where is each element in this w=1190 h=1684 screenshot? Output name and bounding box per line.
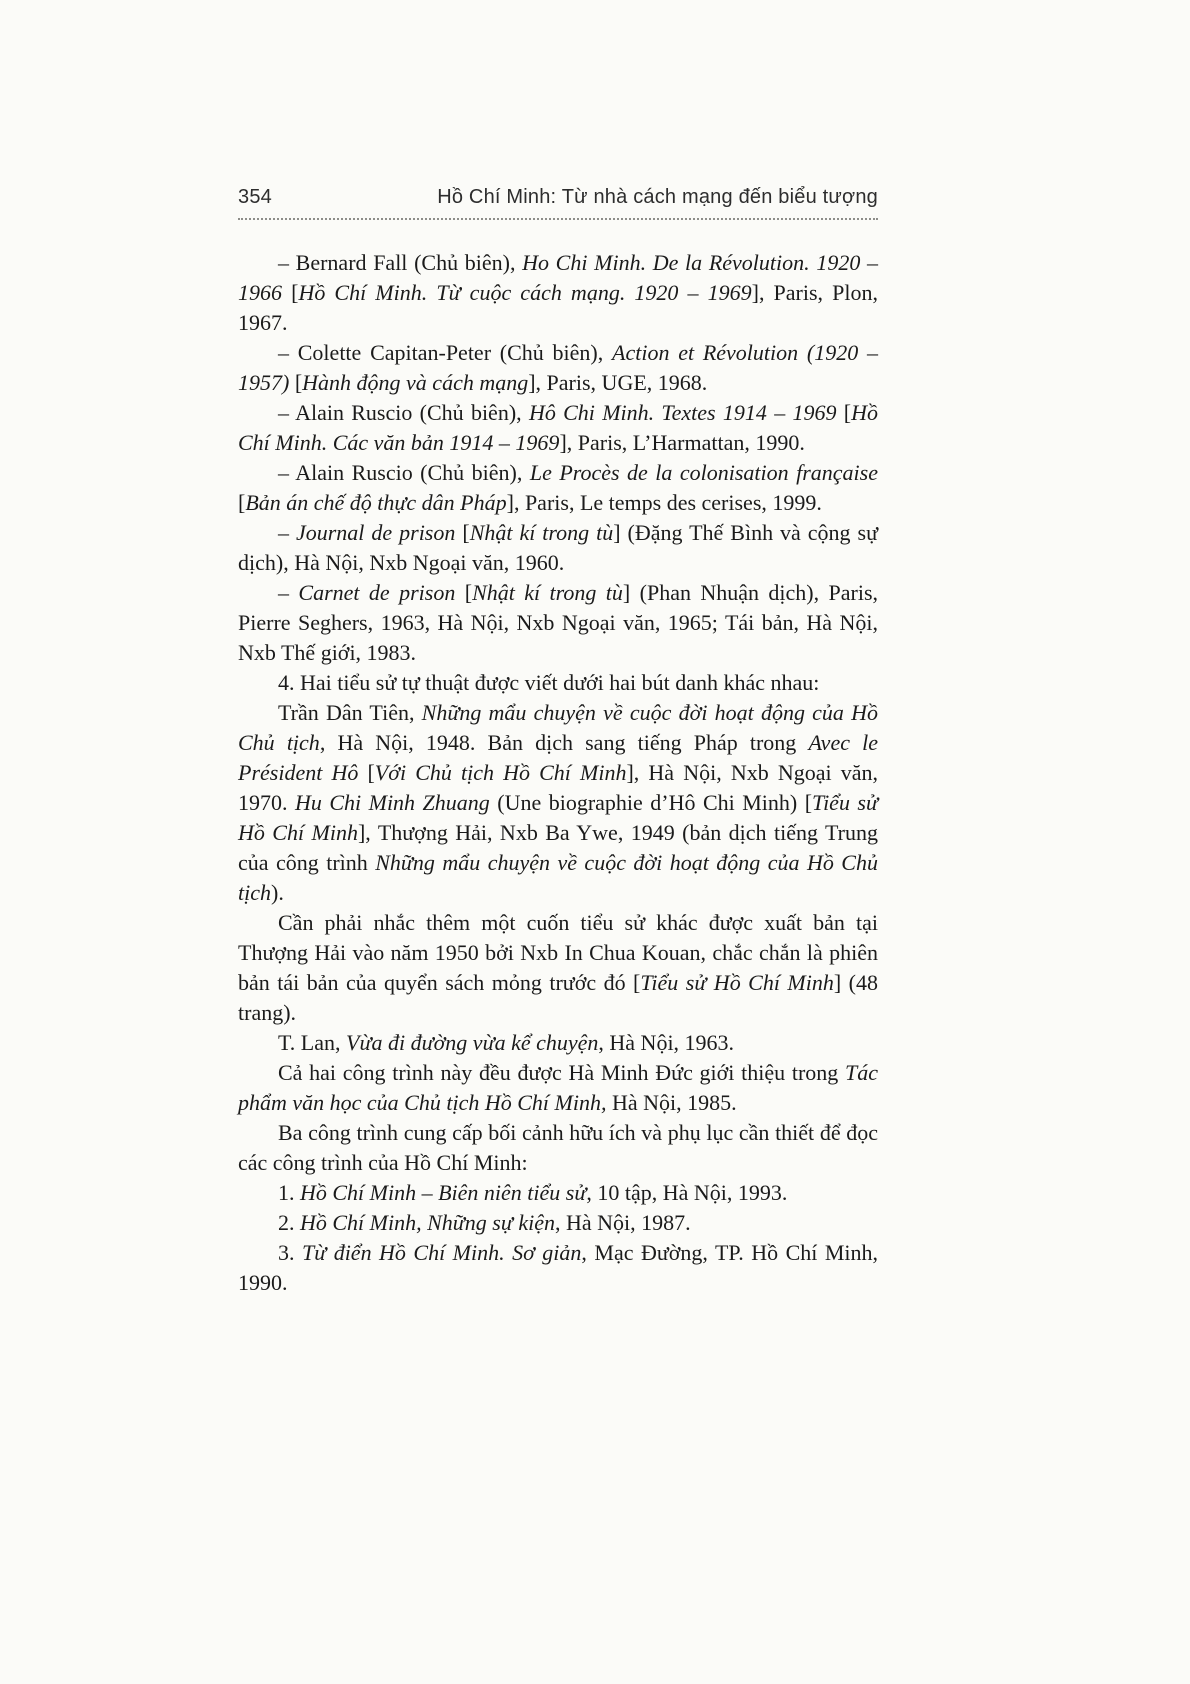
text-run: ], Thượng Hải, Nxb Ba Ywe, 1949 (bản dịch tiếng Trung của công trình xyxy=(238,820,878,875)
italic-text-run: Le Procès de la colonisation française xyxy=(529,460,878,485)
italic-text-run: Nhật kí trong tù xyxy=(472,580,623,605)
paragraph xyxy=(238,578,878,668)
italic-text-run: Hu Chi Minh Zhuang xyxy=(294,790,490,815)
text-run: Ba công trình cung cấp bối cảnh hữu ích và phụ lục cần thiết để đọc các công trình của Hồ Chí Minh: xyxy=(238,1120,878,1175)
text-run: [ xyxy=(358,760,375,785)
italic-text-run: Những mẩu chuyện về cuộc đời hoạt động của Hồ Chủ tịch xyxy=(238,700,878,755)
text-run: [ xyxy=(282,280,299,305)
italic-text-run: Nhật kí trong tù xyxy=(469,520,614,545)
paragraph xyxy=(238,1178,878,1208)
italic-text-run: Hồ Chí Minh – Biên niên tiểu sử xyxy=(300,1180,587,1205)
text-run: ] (48 trang). xyxy=(238,970,879,1025)
paragraph xyxy=(238,1058,878,1118)
text-run: – Alain Ruscio (Chủ biên), xyxy=(278,400,529,425)
text-run: , Mạc Đường, TP. Hồ Chí Minh, 1990. xyxy=(238,1240,878,1295)
text-run: Trần Dân Tiên, xyxy=(278,700,422,725)
text-run: ], Hà Nội, Nxb Ngoại văn, 1970. xyxy=(238,760,878,815)
paragraph xyxy=(238,668,878,698)
italic-text-run: Vừa đi đường vừa kể chuyện xyxy=(346,1030,599,1055)
italic-text-run: Tác phẩm văn học của Chủ tịch Hồ Chí Minh, xyxy=(238,1060,878,1115)
text-run: [ xyxy=(455,520,470,545)
italic-text-run: Avec le Président Hô xyxy=(238,730,878,785)
text-run: (Une biographie d’Hô Chi Minh) [ xyxy=(489,790,813,815)
italic-text-run: Hồ Chí Minh. Từ cuộc cách mạng. 1920 – 1969 xyxy=(298,280,752,305)
text-run: ). xyxy=(271,880,284,905)
text-run: , 10 tập, Hà Nội, 1993. xyxy=(586,1180,788,1205)
text-run: – xyxy=(278,580,299,605)
text-run: ], Paris, Le temps des cerises, 1999. xyxy=(506,490,822,515)
italic-text-run: Journal de prison xyxy=(295,520,456,545)
text-run: 2. xyxy=(278,1210,300,1235)
text-run: – Alain Ruscio (Chủ biên), xyxy=(278,460,530,485)
text-run: , Hà Nội, 1963. xyxy=(598,1030,735,1055)
paragraph xyxy=(238,1208,878,1238)
italic-text-run: Những mẩu chuyện về cuộc đời hoạt động của Hồ Chủ tịch xyxy=(238,850,878,905)
paragraph xyxy=(238,458,878,518)
text-run: , Hà Nội, 1948. Bản dịch sang tiếng Pháp trong xyxy=(319,730,809,755)
text-run: 1. xyxy=(278,1180,300,1205)
page-body xyxy=(238,248,878,1298)
running-title: Hồ Chí Minh: Từ nhà cách mạng đến biểu tượng xyxy=(437,186,878,208)
italic-text-run: Tiểu sử Hồ Chí Minh xyxy=(238,790,878,845)
text-run: – xyxy=(278,520,296,545)
text-run: [ xyxy=(289,370,303,395)
text-run: ], Paris, UGE, 1968. xyxy=(528,370,708,395)
text-run: Cả hai công trình này đều được Hà Minh Đức giới thiệu trong xyxy=(278,1060,845,1085)
italic-text-run: Hồ Chí Minh. Các văn bản 1914 – 1969 xyxy=(238,400,878,455)
paragraph xyxy=(238,1028,878,1058)
paragraph xyxy=(238,518,878,578)
italic-text-run: Với Chủ tịch Hồ Chí Minh xyxy=(374,760,627,785)
text-run: T. Lan, xyxy=(278,1030,347,1055)
text-run: Cần phải nhắc thêm một cuốn tiểu sử khác được xuất bản tại Thượng Hải vào năm 1950 bởi Nxb In Chua Kouan, chắc chắn là phiên bản tái bản của quyển sách mỏng trước đó [ xyxy=(238,910,878,995)
italic-text-run: Từ điển Hồ Chí Minh. Sơ giản xyxy=(301,1240,582,1265)
paragraph xyxy=(238,698,878,908)
text-run: ], Paris, Plon, 1967. xyxy=(238,280,878,335)
text-run: , Hà Nội, 1987. xyxy=(555,1210,691,1235)
text-run: [ xyxy=(238,490,246,515)
paragraph xyxy=(238,1118,878,1178)
paragraph xyxy=(238,338,878,398)
text-run: 4. Hai tiểu sử tự thuật được viết dưới hai bút danh khác nhau: xyxy=(278,670,820,695)
paragraph xyxy=(238,1238,878,1298)
italic-text-run: Hành động và cách mạng xyxy=(302,370,529,395)
text-run: Hà Nội, 1985. xyxy=(606,1090,737,1115)
paragraph xyxy=(238,398,878,458)
italic-text-run: Ho Chi Minh. De la Révolution. 1920 – 1966 xyxy=(238,250,878,305)
text-run: ], Paris, L’Harmattan, 1990. xyxy=(559,430,805,455)
text-run: [ xyxy=(455,580,473,605)
text-run: ] (Đặng Thế Bình và cộng sự dịch), Hà Nội, Nxb Ngoại văn, 1960. xyxy=(238,520,879,575)
text-run: – Colette Capitan-Peter (Chủ biên), xyxy=(278,340,613,365)
header-divider xyxy=(238,218,878,220)
text-run: 3. xyxy=(278,1240,302,1265)
italic-text-run: Hô Chi Minh. Textes 1914 – 1969 xyxy=(528,400,837,425)
paragraph xyxy=(238,908,878,1028)
paragraph xyxy=(238,248,878,338)
italic-text-run: Action et Révolution (1920 – 1957) xyxy=(238,340,878,395)
text-run: ] (Phan Nhuận dịch), Paris, Pierre Seghers, 1963, Hà Nội, Nxb Ngoại văn, 1965; Tái bản, Hà Nội, Nxb Thế giới, 1983. xyxy=(238,580,879,665)
page-number: 354 xyxy=(238,186,272,208)
italic-text-run: Hồ Chí Minh, Những sự kiện xyxy=(300,1210,555,1235)
italic-text-run: Tiểu sử Hồ Chí Minh xyxy=(640,970,834,995)
text-run: [ xyxy=(836,400,852,425)
italic-text-run: Bản án chế độ thực dân Pháp xyxy=(245,490,507,515)
text-run: – Bernard Fall (Chủ biên), xyxy=(278,250,523,275)
italic-text-run: Carnet de prison xyxy=(298,580,456,605)
page-header xyxy=(238,186,878,209)
